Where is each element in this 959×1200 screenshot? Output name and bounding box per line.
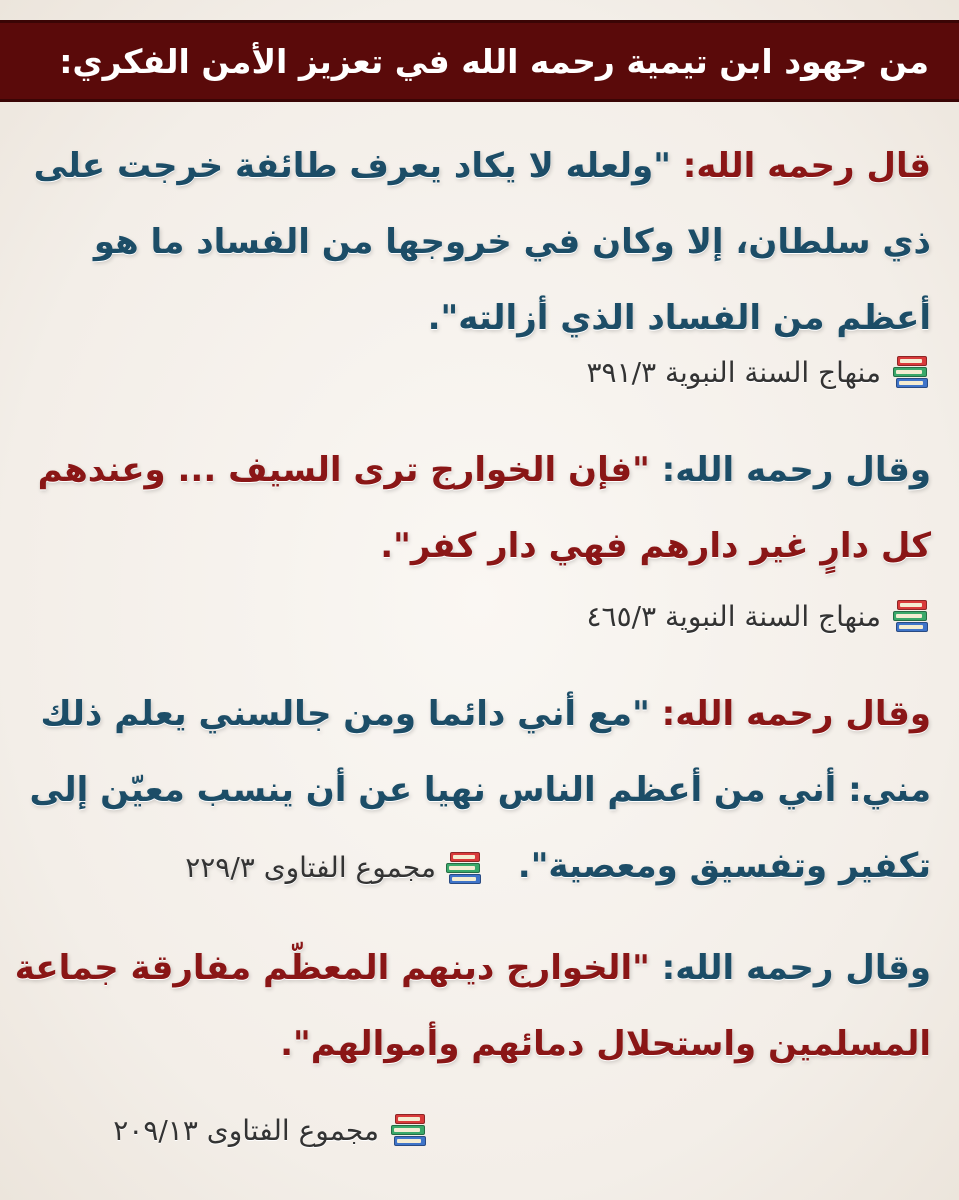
quote-intro: قال رحمه الله: <box>682 146 931 186</box>
source-text: مجموع الفتاوى ٢٢٩/٣ <box>185 850 436 884</box>
page-title: من جهود ابن تيمية رحمه الله في تعزيز الأمن الفكري: <box>59 41 929 81</box>
books-icon <box>389 1112 429 1148</box>
quote-text: "مع أني دائما ومن جالسني يعلم ذلك <box>40 694 650 734</box>
quote-block-1 <box>21 128 931 356</box>
quote-line: ذي سلطان، إلا وكان في خروجها من الفساد ما هو <box>93 222 931 262</box>
source-text: منهاج السنة النبوية ٣٩١/٣ <box>586 355 881 389</box>
quote-text: "ولعله لا يكاد يعرف طائفة خرجت على <box>33 146 671 186</box>
quote-block-3 <box>21 676 931 906</box>
quote-line <box>21 128 931 204</box>
title-bar <box>0 20 959 102</box>
quote-line: مني: أني من أعظم الناس نهيا عن أن ينسب معيّن إلى <box>29 770 931 810</box>
source-text: منهاج السنة النبوية ٤٦٥/٣ <box>586 599 881 633</box>
quote-text: تكفير وتفسيق ومعصية". <box>517 846 931 886</box>
quote-intro: وقال رحمه الله: <box>661 948 931 988</box>
books-icon <box>444 850 484 886</box>
quote-text: "الخوارج دينهم المعظّم مفارقة جماعة <box>14 948 650 988</box>
quote-line: كل دارٍ غير دارهم فهي دار كفر". <box>380 526 931 566</box>
source-citation-1 <box>21 354 931 390</box>
source-citation-4 <box>29 1112 429 1148</box>
quote-block-2 <box>21 432 931 584</box>
quote-line: المسلمين واستحلال دمائهم وأموالهم". <box>280 1024 931 1064</box>
quote-block-4 <box>14 930 931 1082</box>
source-citation-2 <box>21 598 931 634</box>
books-icon <box>891 598 931 634</box>
quote-text: "فإن الخوارج ترى السيف ... وعندهم <box>37 450 650 490</box>
quote-line <box>14 930 931 1006</box>
books-icon <box>891 354 931 390</box>
source-text: مجموع الفتاوى ٢٠٩/١٣ <box>113 1113 379 1147</box>
quote-line: أعظم من الفساد الذي أزالته". <box>427 298 931 338</box>
quote-line <box>21 828 931 906</box>
source-citation-3 <box>185 830 484 906</box>
quote-intro: وقال رحمه الله: <box>661 694 931 734</box>
quote-intro: وقال رحمه الله: <box>661 450 931 490</box>
quote-line <box>21 676 931 752</box>
quote-line <box>21 432 931 508</box>
